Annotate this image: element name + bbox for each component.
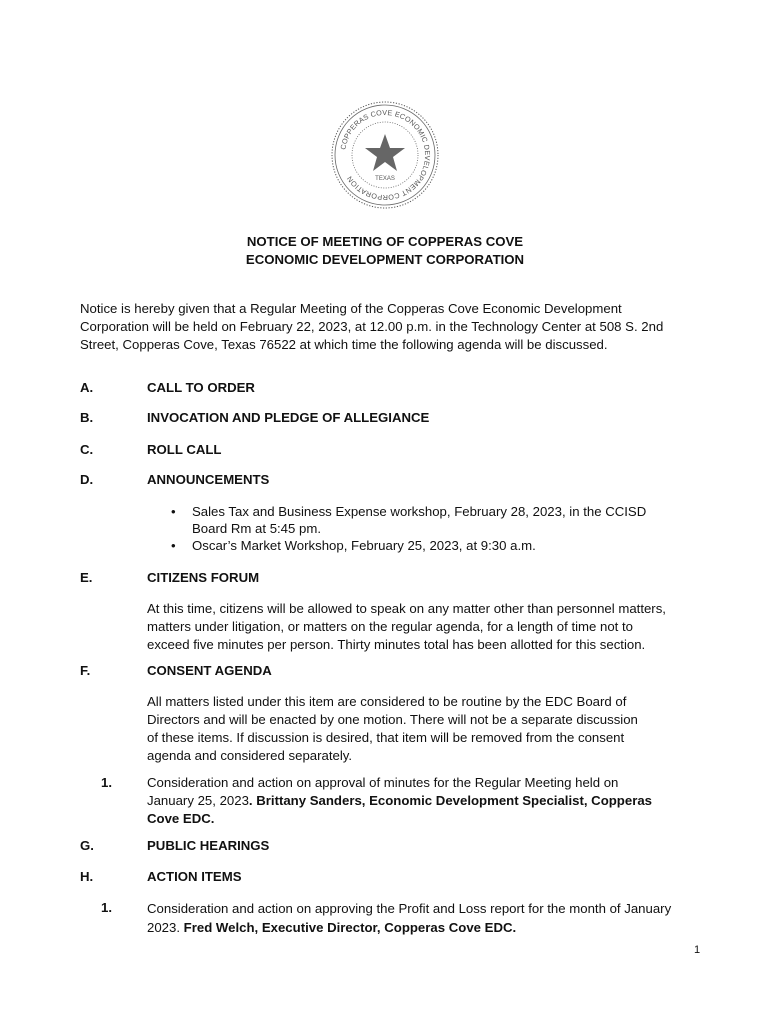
agenda-heading: INVOCATION AND PLEDGE OF ALLEGIANCE (147, 410, 430, 425)
agenda-letter: H. (80, 869, 94, 884)
item-number: 1. (101, 900, 112, 915)
citizens-forum-text: At this time, citizens will be allowed to speak on any matter other than personnel matters, matters under litigation, or matters on the regular agenda, for a length of time not to exceed five minutes per person. Thirty minutes total has been allotted for this section. (147, 601, 666, 652)
action-item-1: Consideration and action on approving the Profit and Loss report for the month of January 2023. Fred Welch, Executive Director, Copperas Cove EDC. (147, 901, 672, 935)
consent-agenda-text: All matters listed under this item are considered to be routine by the EDC Board of Directors and will be enacted by one motion. There will not be a separate discussion of these items. If discussion is desired, that item will be removed from the consent agenda and considered separately. (147, 694, 638, 763)
agenda-letter: C. (80, 442, 94, 457)
agenda-letter: A. (80, 380, 94, 395)
agenda-heading: ANNOUNCEMENTS (147, 472, 270, 487)
agenda-heading: PUBLIC HEARINGS (147, 838, 270, 853)
svg-text:COPPERAS COVE ECONOMIC DEVELOP: COPPERAS COVE ECONOMIC DEVELOPMENT CORPORATION (338, 107, 433, 203)
list-item: • Oscar’s Market Workshop, February 25, 2023, at 9:30 a.m. (171, 538, 536, 553)
item-number: 1. (101, 775, 112, 790)
seal-state-text: TEXAS (375, 176, 395, 182)
bullet-icon: • (171, 504, 176, 519)
list-item: • Sales Tax and Business Expense workshop, February 28, 2023, in the CCISD Board Rm at 5:45 pm. (171, 504, 647, 536)
edc-seal-logo (330, 100, 440, 210)
announcements-list (147, 503, 687, 554)
agenda-letter: G. (80, 838, 94, 853)
page-number: 1 (694, 944, 701, 956)
agenda-letter: B. (80, 410, 94, 425)
agenda-heading: CONSENT AGENDA (147, 663, 272, 678)
page-title: NOTICE OF MEETING OF COPPERAS COVE ECONOMIC DEVELOPMENT CORPORATION (245, 234, 525, 267)
agenda-letter: F. (80, 663, 91, 678)
agenda-heading: CALL TO ORDER (147, 380, 255, 395)
agenda-letter: D. (80, 472, 94, 487)
notice-paragraph: Notice is hereby given that a Regular Meeting of the Copperas Cove Economic Development Corporation will be held on February 22, 2023, at 12.00 p.m. in the Technology Center at 508 S. 2nd Street, Copperas Cove, Texas 76522 at which time the following agenda will be discussed. (80, 301, 664, 352)
agenda-heading: ACTION ITEMS (147, 869, 242, 884)
consent-item-1: Consideration and action on approval of minutes for the Regular Meeting held on January 25, 2023. Brittany Sanders, Economic Development Specialist, Copperas Cove EDC. (147, 775, 652, 826)
bullet-icon: • (171, 538, 176, 553)
star-icon (365, 134, 405, 171)
agenda-heading: ROLL CALL (147, 442, 222, 457)
agenda-heading: CITIZENS FORUM (147, 570, 260, 585)
agenda-letter: E. (80, 570, 93, 585)
